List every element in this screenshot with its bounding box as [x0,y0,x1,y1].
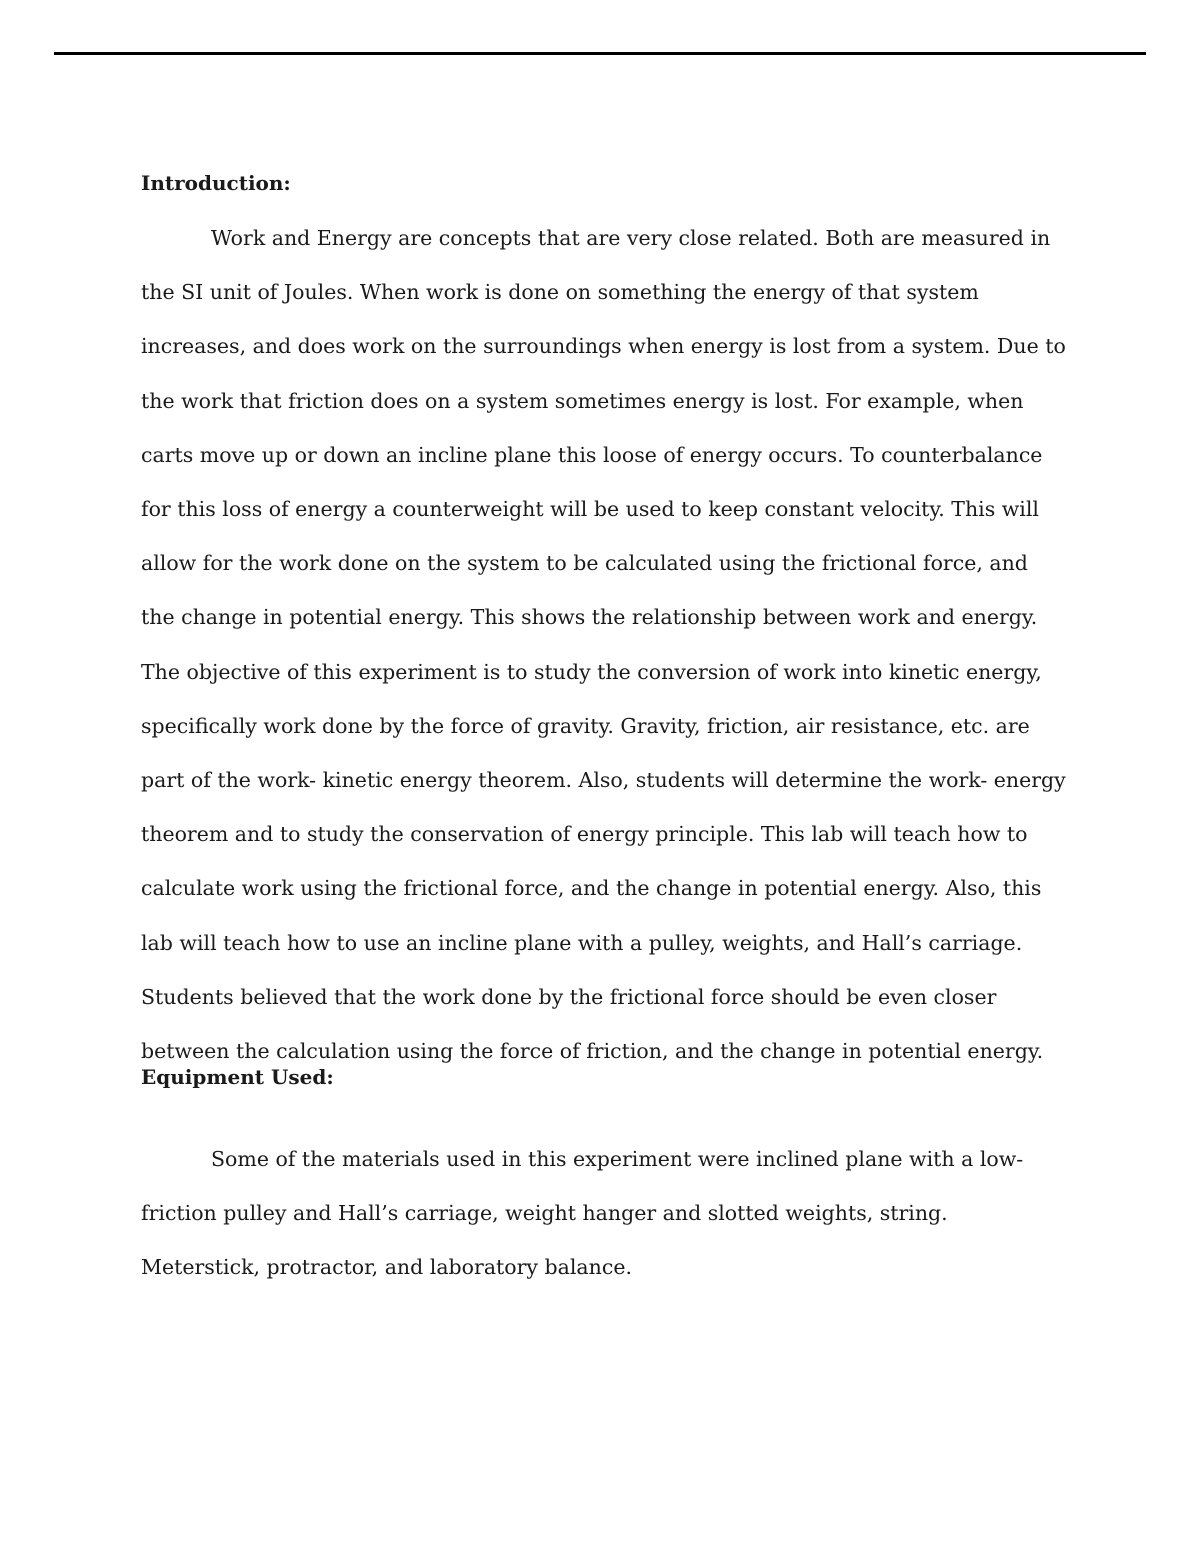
equipment-paragraph: Some of the materials used in this experiment were inclined plane with a low- friction pulley and Hall’s carriage, weight hanger and slotted weights, string. Meterstick, protractor, and laboratory balance. [141,1147,1024,1280]
equipment-heading: Equipment Used: [141,1065,334,1089]
equipment-section-heading [141,1066,1066,1088]
introduction-section-body [141,211,1066,1078]
equipment-section-body [141,1132,1066,1295]
header-rule [54,52,1146,55]
introduction-section-heading [141,172,1066,194]
introduction-heading: Introduction: [141,171,291,195]
introduction-paragraph: Work and Energy are concepts that are very close related. Both are measured in the SI unit of Joules. When work is done on something the energy of that system increases, and does work on the surroundings when energy is lost from a system. Due to the work that friction does on a system sometimes energy is lost. For example, when carts move up or down an incline plane this loose of energy occurs. To counterbalance for this loss of energy a counterweight will be used to keep constant velocity. This will allow for the work done on the system to be calculated using the frictional force, and the change in potential energy. This shows the relationship between work and energy. The objective of this experiment is to study the conversion of work into kinetic energy, specifically work done by the force of gravity. Gravity, friction, air resistance, etc. are part of the work- kinetic energy theorem. Also, students will determine the work- energy theorem and to study the conservation of energy principle. This lab will teach how to calculate work using the frictional force, and the change in potential energy. Also, this lab will teach how to use an incline plane with a pulley, weights, and Hall’s carriage. Students believed that the work done by the frictional force should be even closer between the calculation using the force of friction, and the change in potential energy. [141,226,1066,1064]
